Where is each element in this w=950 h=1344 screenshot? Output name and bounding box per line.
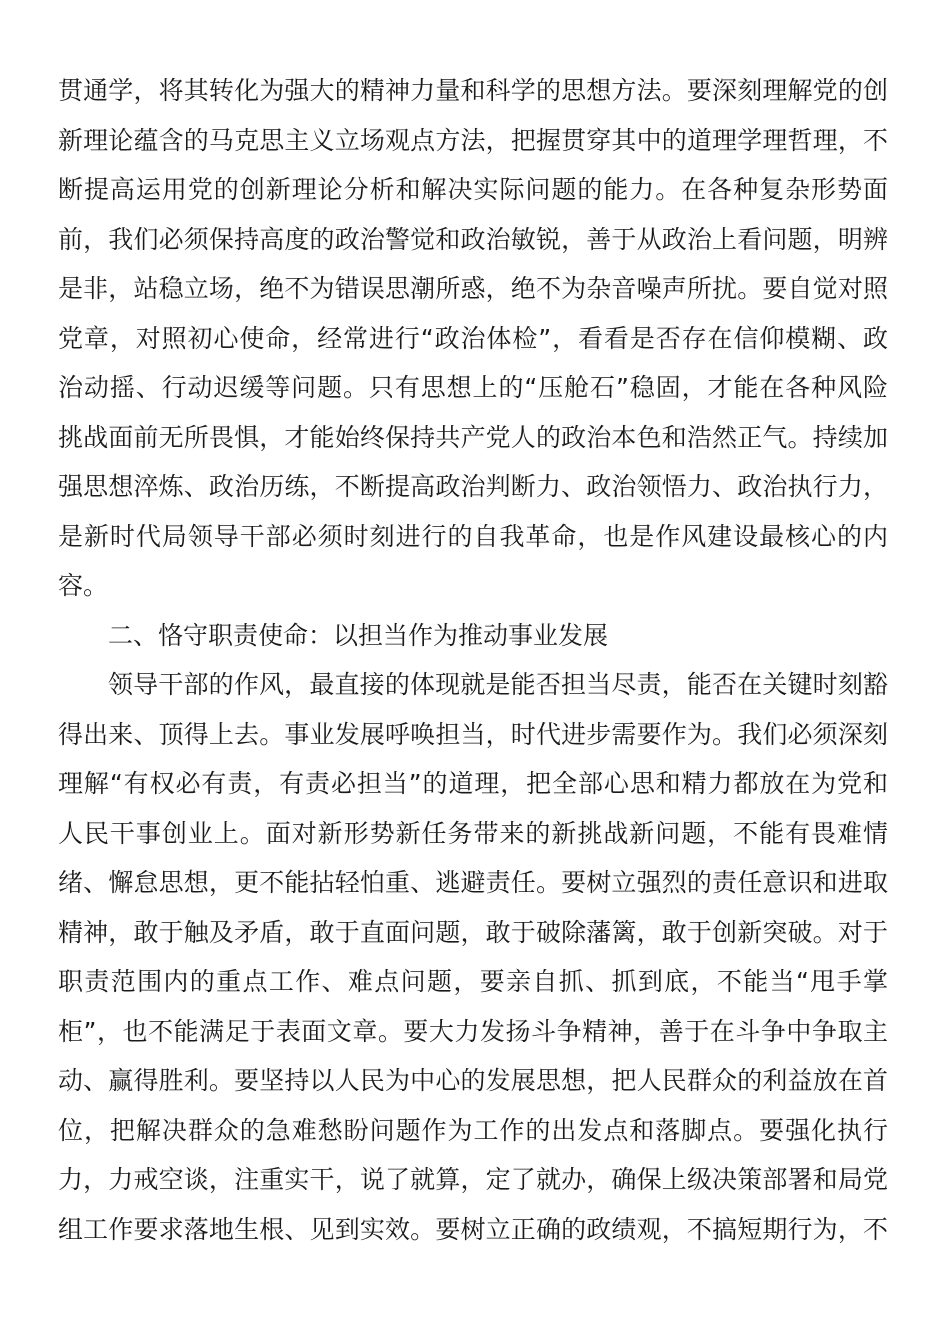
- text-line: 领导干部的作风，最直接的体现就是能否担当尽责，能否在关键时刻豁: [108, 670, 888, 699]
- text-line: 是新时代局领导干部必须时刻进行的自我革命，也是作风建设最核心的内: [58, 521, 888, 551]
- text-line: 柜”，也不能满足于表面文章。要大力发扬斗争精神，善于在斗争中争取主: [58, 1016, 888, 1046]
- text-line: 前，我们必须保持高度的政治警觉和政治敏锐，善于从政治上看问题，明辨: [58, 224, 888, 254]
- text-line: 新理论蕴含的马克思主义立场观点方法，把握贯穿其中的道理学理哲理，不: [58, 125, 888, 155]
- text-line: 断提高运用党的创新理论分析和解决实际问题的能力。在各种复杂形势面: [58, 175, 888, 204]
- text-line: 人民干事创业上。面对新形势新任务带来的新挑战新问题，不能有畏难情: [58, 818, 888, 848]
- section-heading: 二、恪守职责使命：以担当作为推动事业发展: [108, 620, 609, 650]
- text-line: 容。: [58, 571, 109, 600]
- paragraph-1: [58, 66, 888, 611]
- text-line: 挑战面前无所畏惧，才能始终保持共产党人的政治本色和浩然正气。持续加: [58, 422, 888, 452]
- text-line: 精神，敢于触及矛盾，敢于直面问题，敢于破除藩篱，敢于创新突破。对于: [58, 917, 888, 947]
- document-body: [58, 66, 888, 1254]
- text-line: 得出来、顶得上去。事业发展呼唤担当，时代进步需要作为。我们必须深刻: [58, 719, 888, 749]
- text-line: 贯通学，将其转化为强大的精神力量和科学的思想方法。要深刻理解党的创: [58, 76, 888, 105]
- text-line: 组工作要求落地生根、见到实效。要树立正确的政绩观，不搞短期行为，不: [58, 1214, 888, 1244]
- text-line: 是非，站稳立场，绝不为错误思潮所惑，绝不为杂音噪声所扰。要自觉对照: [58, 274, 888, 303]
- text-line: 职责范围内的重点工作、难点问题，要亲自抓、抓到底，不能当“甩手掌: [58, 967, 888, 996]
- text-line: 理解“有权必有责，有责必担当”的道理，把全部心思和精力都放在为党和: [58, 769, 888, 798]
- text-line: 强思想淬炼、政治历练，不断提高政治判断力、政治领悟力、政治执行力，: [58, 472, 888, 501]
- paragraph-2: [58, 660, 888, 1254]
- text-line: 位，把解决群众的急难愁盼问题作为工作的出发点和落脚点。要强化执行: [58, 1115, 888, 1145]
- text-line: 党章，对照初心使命，经常进行“政治体检”，看看是否存在信仰模糊、政: [58, 323, 888, 353]
- text-line: 力，力戒空谈，注重实干，说了就算，定了就办，确保上级决策部署和局党: [58, 1165, 888, 1194]
- text-line: 绪、懈怠思想，更不能拈轻怕重、逃避责任。要树立强烈的责任意识和进取: [58, 868, 888, 897]
- text-line: 动、赢得胜利。要坚持以人民为中心的发展思想，把人民群众的利益放在首: [58, 1066, 888, 1095]
- text-line: 治动摇、行动迟缓等问题。只有思想上的“压舱石”稳固，才能在各种风险: [58, 373, 888, 402]
